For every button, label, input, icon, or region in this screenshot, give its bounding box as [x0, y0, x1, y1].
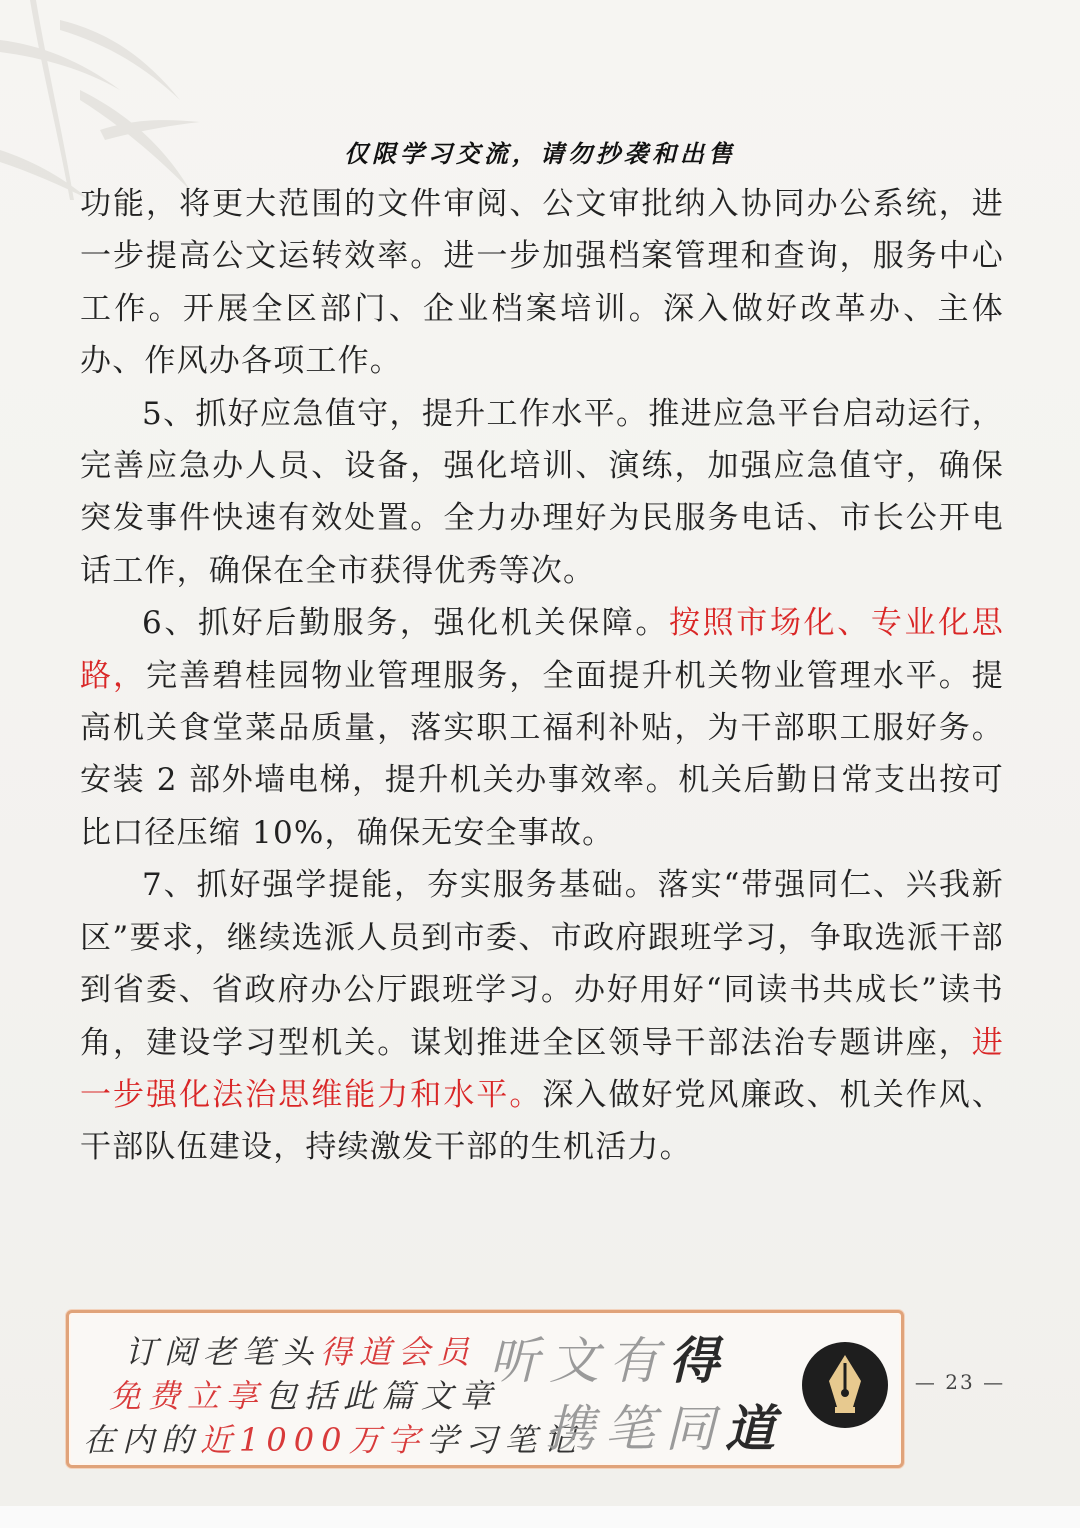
- paragraph-4-rest: 深入做好党风廉政、机关作风、干部队伍建设，持续激发干部的生机活力。: [80, 1076, 1004, 1166]
- ad-line-3: [83, 1415, 582, 1461]
- ad-line-2-text: 包括此篇文章: [265, 1377, 500, 1415]
- footer-band: [0, 1506, 1080, 1528]
- paragraph-3: [80, 597, 1004, 859]
- paragraph-3-rest: 完善碧桂园物业管理服务，全面提升机关物业管理水平。提高机关食堂菜品质量，落实职工福利补贴，为干部职工服好务。安装 2 部外墙电梯，提升机关办事效率。机关后勤日常支出按可比口径压缩 10%，确保无安全事故。: [80, 657, 1004, 851]
- ad-line-2: [109, 1371, 499, 1417]
- paragraph-2: 5、抓好应急值守，提升工作水平。推进应急平台启动运行，完善应急办人员、设备，强化培训、演练，加强应急值守，确保突发事件快速有效处置。全力办理好为民服务电话、市长公开电话工作，确保在全市获得优秀等次。: [80, 395, 1004, 589]
- paragraph-1: 功能，将更大范围的文件审阅、公文审批纳入协同办公系统，进一步提高公文运转效率。进一步加强档案管理和查询，服务中心工作。开展全区部门、企业档案培训。深入做好改革办、主体办、作风办各项工作。: [80, 186, 1004, 380]
- paragraph-4-highlight: 进一步强化法治思维能力和水平。: [80, 1024, 1004, 1113]
- ad-line-3-tail: 学习笔记: [426, 1421, 583, 1459]
- ad-line-1: [125, 1327, 476, 1373]
- ad-line-3-highlight: 近1000万字: [200, 1421, 427, 1459]
- ad-slogan-1-emphasis: 得: [669, 1331, 729, 1390]
- paragraph-3-highlight: 按照市场化、专业化思路，: [80, 605, 1005, 694]
- fountain-pen-logo-icon: [801, 1341, 889, 1429]
- membership-ad-banner[interactable]: [66, 1310, 904, 1468]
- document-body: [80, 178, 1004, 1174]
- ad-line-2-highlight: 免费立享: [109, 1377, 266, 1415]
- ad-slogan-1-text: 听文有: [489, 1332, 669, 1390]
- ad-line-3-text: 在内的: [83, 1421, 201, 1459]
- paragraph-3-lead: 6、抓好后勤服务，强化机关保障。: [142, 605, 670, 642]
- copyright-notice: 仅限学习交流，请勿抄袭和出售: [344, 139, 736, 168]
- ad-line-1-text: 订阅老笔头: [125, 1333, 321, 1371]
- page-number: — 23 —: [914, 1370, 1006, 1394]
- ad-slogan-2-text: 携笔同: [545, 1400, 725, 1458]
- ad-line-1-highlight: 得道会员: [320, 1333, 477, 1371]
- ad-slogan-2-emphasis: 道: [725, 1399, 785, 1458]
- paragraph-4-lead: 7、抓好强学提能，夯实服务基础。落实“带强同仁、兴我新区”要求，继续选派人员到市委、市政府跟班学习，争取选派干部到省委、省政府办公厅跟班学习。办好用好“同读书共成长”读书角，建设学习型机关。谋划推进全区领导干部法治专题讲座，: [80, 867, 1004, 1061]
- paragraph-4: [80, 859, 1004, 1173]
- ad-slogan-1: [489, 1321, 729, 1393]
- ad-slogan-2: [545, 1389, 785, 1461]
